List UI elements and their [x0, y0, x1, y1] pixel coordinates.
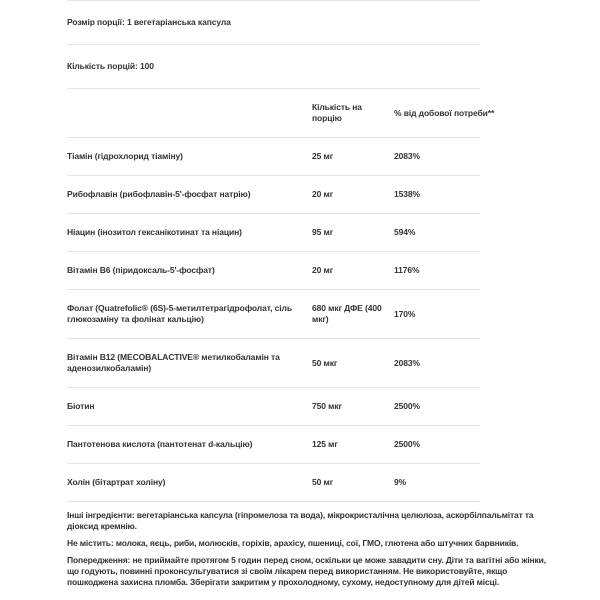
supplement-facts-table	[67, 0, 495, 502]
nutrient-daily-value: 9%	[394, 477, 407, 487]
nutrient-amount: 50 мкг	[312, 357, 338, 368]
nutrient-row-vitamin-b12	[67, 339, 480, 388]
nutrient-amount: 50 мг	[312, 477, 334, 487]
supplement-footnotes	[67, 510, 557, 588]
serving-size-row	[67, 1, 480, 45]
nutrient-daily-value: 170%	[394, 308, 416, 319]
nutrient-daily-value: 2500%	[394, 439, 420, 449]
warning-text: Попередження: не приймайте протягом 5 годин перед сном, оскільки це може завадити сну. Діти та вагітні або жінки, що годують, повинні проконсультуватися зі своїм лікарем перед використанням. Не використовуйте, якщо пошкоджена захисна пломба. Зберігати закритим у прохолодному, сухому, недоступному для дітей місці.	[67, 555, 546, 587]
nutrient-amount: 750 мкг	[312, 401, 342, 411]
serving-size-text: Розмір порції: 1 вегетаріанська капсула	[67, 17, 231, 27]
nutrient-amount: 95 мг	[312, 227, 334, 237]
nutrient-name: Ніацин (інозитол гексанікотинат та ніацин)	[67, 227, 242, 237]
nutrient-name: Пантотенова кислота (пантотенат d-кальцію)	[67, 439, 253, 449]
servings-count-row	[67, 45, 480, 89]
nutrient-name: Вітамін B12 (MECOBALACTIVE® метилкобаламін та аденозилкобаламін)	[67, 352, 280, 373]
nutrient-row-vitamin-b6	[67, 252, 480, 290]
nutrient-name: Рибофлавін (рибофлавін-5'-фосфат натрію)	[67, 189, 251, 199]
nutrient-amount: 125 мг	[312, 439, 338, 449]
nutrient-row-niacin	[67, 214, 480, 252]
nutrient-amount: 25 мг	[312, 151, 334, 161]
nutrient-row-pantothenic-acid	[67, 426, 480, 464]
allergen-info-text: Не містить: молока, яєць, риби, молюсків, горіхів, арахісу, пшениці, сої, ГМО, глютена або штучних барвників.	[67, 538, 519, 548]
servings-count-text: Кількість порцій: 100	[67, 61, 154, 71]
column-header-amount: Кількість на порцію	[312, 102, 362, 123]
nutrient-name: Фолат (Quatrefolic® (6S)-5-метилтетрагідрофолат, сіль глюкозаміну та фолінат кальцію)	[67, 303, 292, 324]
nutrient-daily-value: 2500%	[394, 401, 420, 411]
nutrient-name: Вітамін B6 (піридоксаль-5'-фосфат)	[67, 265, 215, 275]
nutrient-amount: 680 мкг ДФЕ (400 мкг)	[312, 303, 382, 324]
nutrient-amount: 20 мг	[312, 265, 334, 275]
nutrient-amount: 20 мг	[312, 189, 334, 199]
nutrient-row-biotin	[67, 388, 480, 426]
nutrient-row-thiamin	[67, 138, 480, 176]
nutrient-daily-value: 2083%	[394, 357, 420, 368]
nutrient-daily-value: 594%	[394, 227, 416, 237]
table-header-row	[67, 89, 495, 138]
nutrient-row-choline	[67, 464, 480, 502]
nutrient-row-folate	[67, 290, 480, 339]
nutrient-daily-value: 2083%	[394, 151, 420, 161]
nutrient-row-riboflavin	[67, 176, 480, 214]
column-header-daily-value: % від добової потреби**	[394, 107, 495, 118]
nutrient-daily-value: 1176%	[394, 265, 420, 275]
nutrient-name: Біотин	[67, 401, 95, 411]
other-ingredients-text: Інші інгредієнти: вегетаріанська капсула (гіпромелоза та вода), мікрокристалічна целюлоза, аскорбілпальмітат та діоксид кремнію.	[67, 510, 534, 531]
nutrient-name: Тіамін (гідрохлорид тіаміну)	[67, 151, 183, 161]
nutrient-name: Холін (бітартрат холіну)	[67, 477, 166, 487]
nutrient-daily-value: 1538%	[394, 189, 420, 199]
